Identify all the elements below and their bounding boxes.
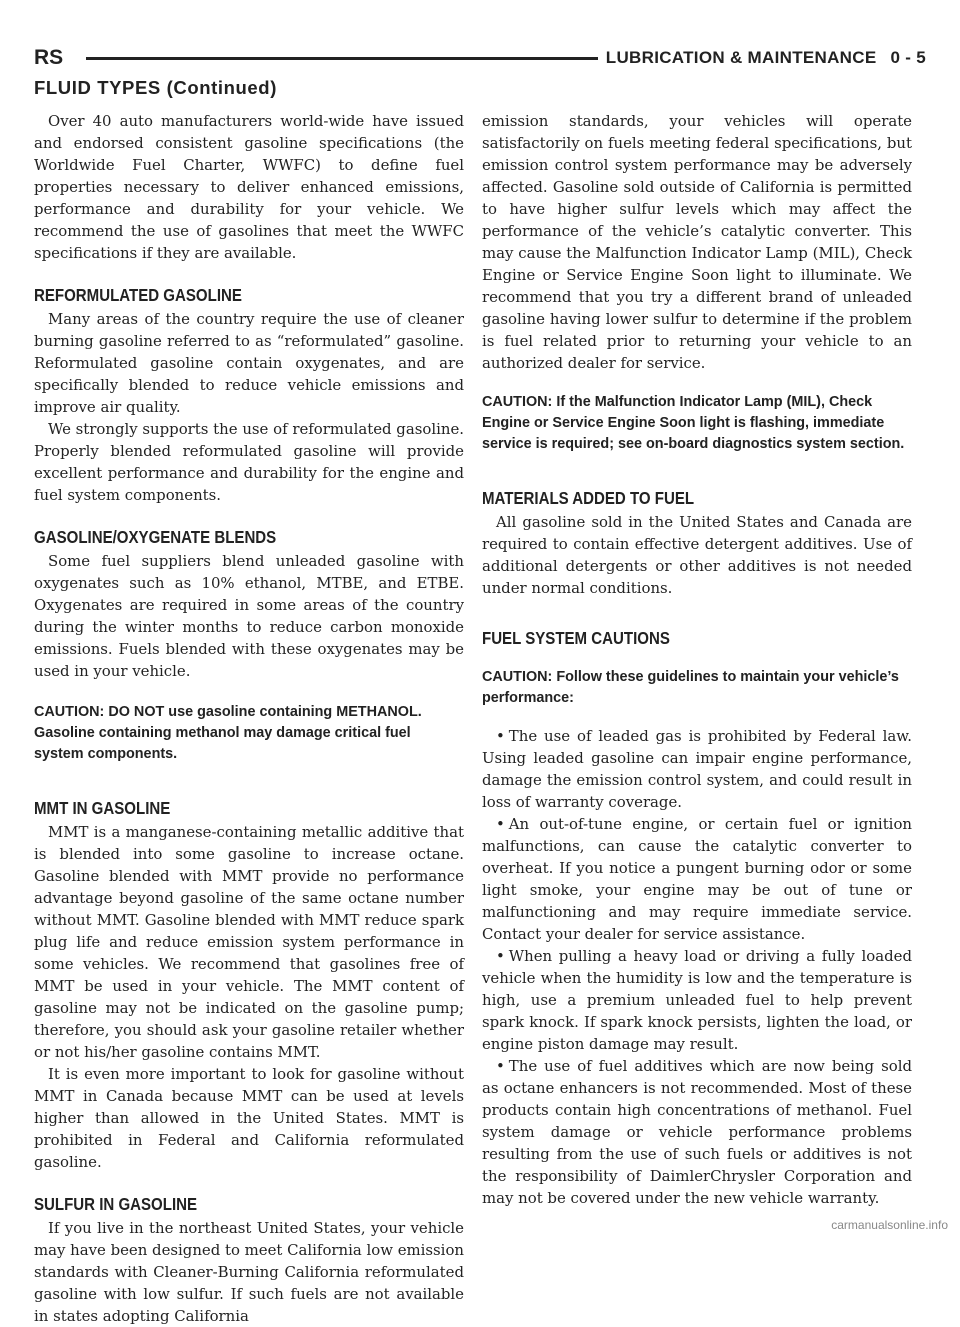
sulfur-continued-paragraph: emission standards, your vehicles will operate satisfactorily on fuels meeting federal specifications, but emission control system performance may be adversely affected. Gasoline sold outside of California is permitted to have higher sulfur levels which may affect the performance of the vehicle’s catalytic converter. This may cause the Malfunction Indicator Lamp (MIL), Check Engine or Service Engine Soon light to illuminate. We recommend that you try a different brand of unleaded gasoline having lower sulfur to determine if the problem is fuel related prior to returning your vehicle to an authorized dealer for service.: [482, 112, 912, 372]
header-page-number: 0 - 5: [890, 48, 926, 67]
left-column: [34, 110, 464, 1327]
materials-paragraph: All gasoline sold in the United States and Canada are required to contain effective detergent additives. Use of additional detergents or other additives is not needed under normal conditions.: [482, 513, 912, 597]
heading-reformulated: REFORMULATED GASOLINE: [34, 285, 242, 305]
bullet-text: An out-of-tune engine, or certain fuel or ignition malfunctions, can cause the catalytic converter to overheat. If you notice a pungent burning odor or some light smoke, your engine may be out of tune or malfunctioning and may require immediate service. Contact your dealer for service assistance.: [482, 815, 912, 943]
continued-title: FLUID TYPES (Continued): [34, 77, 277, 98]
mmt-paragraph-1: MMT is a manganese-containing metallic additive that is blended into some gasoline to increase octane. Gasoline blended with MMT provide no performance advantage beyond gasoline of the same octane number without MMT. Gasoline blended with MMT reduce spark plug life and reduce emission system performance in some vehicles. We recommend that gasolines free of MMT be used in your vehicle. The MMT content of gasoline may not be indicated on the gasoline pump; therefore, you should ask your gasoline retailer whether or not his/her gasoline contains MMT.: [34, 823, 464, 1061]
fuel-cautions-caution: CAUTION: Follow these guidelines to maintain your vehicle’s performance:: [482, 669, 899, 706]
mmt-paragraph-2: It is even more important to look for gasoline without MMT in Canada because MMT can be used at levels higher than allowed in the United States. MMT is prohibited in Federal and California reformulated gasoline.: [34, 1065, 464, 1171]
bullet-item: [482, 1055, 912, 1209]
bullet-dot: •: [496, 1057, 505, 1075]
bullet-text: The use of leaded gas is prohibited by Federal law. Using leaded gasoline can impair engine performance, damage the emission control system, and could result in loss of warranty coverage.: [482, 727, 912, 811]
mil-caution: CAUTION: If the Malfunction Indicator Lamp (MIL), Check Engine or Service Engine Soon light is flashing, immediate service is required; see on-board diagnostics system section.: [482, 394, 905, 452]
header-section-title: LUBRICATION & MAINTENANCE: [605, 48, 877, 67]
bullet-item: [482, 945, 912, 1055]
bullet-text: When pulling a heavy load or driving a fully loaded vehicle when the humidity is low and the temperature is high, use a premium unleaded fuel to help prevent spark knock. If spark knock persists, lighten the load, or engine piston damage may result.: [482, 947, 912, 1053]
heading-oxygenate: GASOLINE/OXYGENATE BLENDS: [34, 527, 277, 547]
reformulated-paragraph-2: We strongly supports the use of reformulated gasoline. Properly blended reformulated gasoline will provide excellent performance and durability for the engine and fuel system components.: [34, 420, 464, 504]
heading-sulfur: SULFUR IN GASOLINE: [34, 1194, 198, 1214]
intro-paragraph: Over 40 auto manufacturers world-wide have issued and endorsed consistent gasoline specifications (the Worldwide Fuel Charter, WWFC) to define fuel properties necessary to deliver enhanced emissions, performance and durability for your vehicle. We recommend the use of gasolines that meet the WWFC specifications if they are available.: [34, 112, 464, 262]
page-header: [34, 42, 926, 74]
bullet-item: [482, 813, 912, 945]
heading-materials: MATERIALS ADDED TO FUEL: [482, 488, 695, 508]
sulfur-paragraph: If you live in the northeast United States, your vehicle may have been designed to meet California low emission standards with Cleaner-Burning California reformulated gasoline with low sulfur. If such fuels are not available in states adopting California: [34, 1219, 464, 1325]
heading-mmt: MMT IN GASOLINE: [34, 798, 171, 818]
bullet-dot: •: [496, 815, 505, 833]
header-rule: [86, 57, 598, 60]
bullet-dot: •: [496, 947, 505, 965]
bullet-text: The use of fuel additives which are now being sold as octane enhancers is not recommended. Most of these products contain high concentrations of methanol. Fuel system damage or vehicle performance problems resulting from the use of such fuels or additives is not the responsibility of DaimlerChrysler Corporation and may not be covered under the new vehicle warranty.: [482, 1057, 912, 1207]
watermark: carmanualsonline.info: [831, 1218, 948, 1232]
methanol-caution: CAUTION: DO NOT use gasoline containing METHANOL. Gasoline containing methanol may damage critical fuel system components.: [34, 704, 422, 762]
right-column: [482, 110, 912, 1209]
reformulated-paragraph-1: Many areas of the country require the use of cleaner burning gasoline referred to as “reformulated” gasoline. Reformulated gasoline contain oxygenates, and are specifically blended to reduce vehicle emissions and improve air quality.: [34, 310, 464, 416]
header-right: [606, 42, 926, 74]
oxygenate-paragraph: Some fuel suppliers blend unleaded gasoline with oxygenates such as 10% ethanol, MTBE, and ETBE. Oxygenates are required in some areas of the country during the winter months to reduce carbon monoxide emissions. Fuels blended with these oxygenates may be used in your vehicle.: [34, 552, 464, 680]
heading-fuel-cautions: FUEL SYSTEM CAUTIONS: [482, 628, 670, 648]
bullet-dot: •: [496, 727, 505, 745]
bullet-item: [482, 725, 912, 813]
header-model-code: RS: [34, 46, 64, 69]
